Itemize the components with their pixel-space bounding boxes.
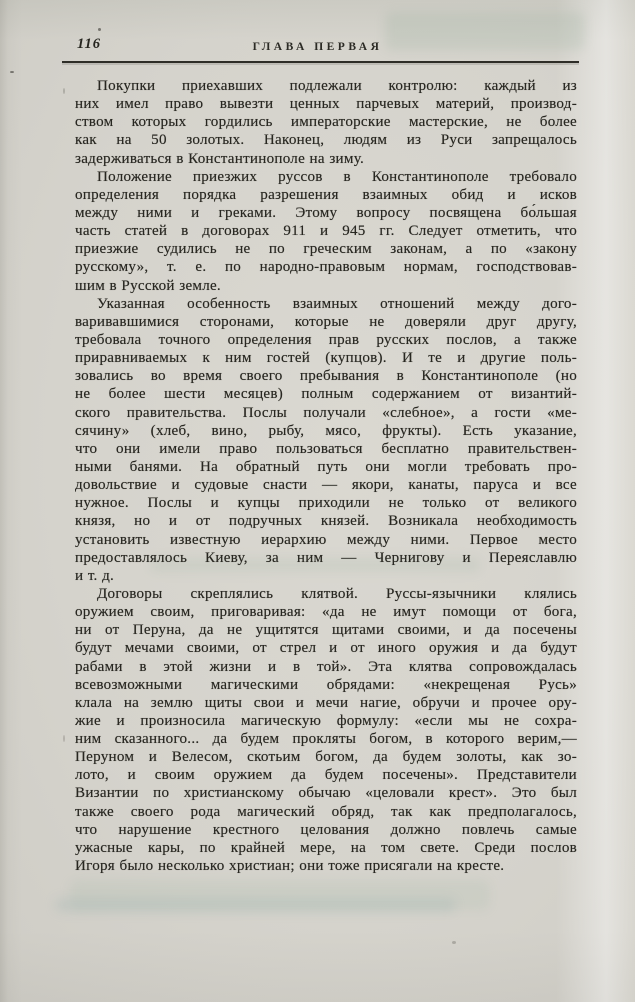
page-header: [0, 0, 635, 60]
text-line: жие и произносила магическую формулу: «если мы не сохра-: [75, 712, 577, 729]
text-line: князя, но и от подручных князей. Возникала необходимость: [75, 513, 577, 530]
header-rule: [62, 61, 579, 63]
text-line: оружием своим, приговаривая: «да не имут помощи от бога,: [75, 604, 577, 621]
text-line: ужасные кары, по крайней мере, на том свете. Среди послов: [75, 839, 577, 856]
text-line: приезжие судились не по греческим законам, а по «закону: [75, 241, 577, 258]
text-line: Положение приезжих руссов в Константинополе требовало: [97, 168, 577, 185]
text-line: требовала точного определения прав русских послов, а также: [75, 331, 577, 348]
text-line: ского правительства. Послы получали «слебное», а гости «ме-: [75, 404, 577, 421]
text-line: шим в Русской земле.: [75, 277, 221, 294]
paper-speck: [10, 71, 14, 73]
text-line: русскому», т. е. по народно-правовым нормам, господствовав-: [75, 259, 577, 276]
text-line: лото, и своим оружием да будем посечены». Представители: [75, 767, 577, 784]
text-line: клала на землю щиты свои и мечи нагие, обручи и прочее ору-: [75, 694, 577, 711]
text-line: приравниваемых к ним гостей (купцов). И те и другие поль-: [75, 350, 577, 367]
text-line: них имел право вывезти ценных парчевых материй, производ-: [75, 96, 577, 113]
text-line: как на 50 золотых. Наконец, людям из Руси запрещалось: [75, 132, 577, 149]
text-line: и т. д.: [75, 567, 115, 584]
text-line: что нарушение крестного целования должно повлечь самые: [75, 821, 577, 838]
text-line: Указанная особенность взаимных отношений между дого-: [97, 295, 577, 312]
text-line: Византии по христианскому обычаю «целовали крест». Это был: [75, 785, 577, 802]
bleedthrough-stain: [55, 898, 455, 912]
text-line: предоставлялось Киеву, за ним — Чернигову и Переяславлю: [75, 549, 577, 566]
text-line: определения порядка разрешения взаимных обид и исков: [75, 186, 577, 203]
bleedthrough-stain: [70, 880, 490, 910]
text-line: всевозможными магическими обрядами: «некрещеная Русь»: [75, 676, 577, 693]
text-line: довольствие и судовые снасти — якори, канаты, паруса и все: [75, 477, 577, 494]
paper-speck: [63, 88, 65, 94]
paper-speck: [63, 735, 65, 742]
text-line: между ними и греками. Этому вопросу посвящена бо́льшая: [75, 204, 577, 221]
text-line: ством которых гордились императорские мастерские, не более: [75, 114, 577, 131]
text-line: ными банями. На обратный путь они могли требовать про-: [75, 458, 577, 475]
text-line: Покупки приехавших подлежали контролю: каждый из: [97, 78, 577, 94]
page-number: 116: [77, 36, 101, 52]
text-line: будут мечами своими, от стрел и от иного оружия и да будут: [75, 640, 577, 657]
text-line: зовались во время своего пребывания в Константинополе (но: [75, 368, 577, 385]
text-line: часть статей в договорах 911 и 945 гг. Следует отметить, что: [75, 223, 577, 240]
running-title: ГЛАВА ПЕРВАЯ: [252, 41, 383, 53]
text-line: Договоры скреплялись клятвой. Руссы-язычники клялись: [97, 585, 577, 602]
text-line: рабами в этой жизни и в той». Эта клятва сопровождалась: [75, 658, 577, 675]
text-line: нужное. Послы и купцы приходили не только от великого: [75, 495, 577, 512]
text-line: также своего рода магический обряд, так как предполагалось,: [75, 803, 577, 820]
text-line: не более шести месяцев) полным содержанием от византий-: [75, 386, 577, 403]
text-line: ним сказанного... да будем прокляты богом, в которого верим,—: [75, 731, 577, 748]
paper-speck: [452, 941, 456, 944]
text-line: задерживаться в Константинополе на зиму.: [75, 150, 365, 167]
text-line: Игоря было несколько христиан; они тоже присягали на кресте.: [75, 858, 505, 875]
text-line: установить известную иерархию между ними. Первое место: [75, 531, 577, 548]
body-text: [75, 77, 577, 875]
text-line: Перуном и Велесом, скотьим богом, да будем золоты, как зо-: [75, 749, 577, 766]
text-line: сячину» (хлеб, вино, рыбу, мясо, фрукты). Есть указание,: [75, 422, 577, 439]
text-line: варивавшимися сторонами, которые не доверяли друг другу,: [75, 313, 577, 330]
text-line: что они имели право пользоваться бесплатно правительствен-: [75, 440, 577, 457]
text-line: ни от Перуна, да не ущитятся щитами своими, и да посечены: [75, 622, 577, 639]
